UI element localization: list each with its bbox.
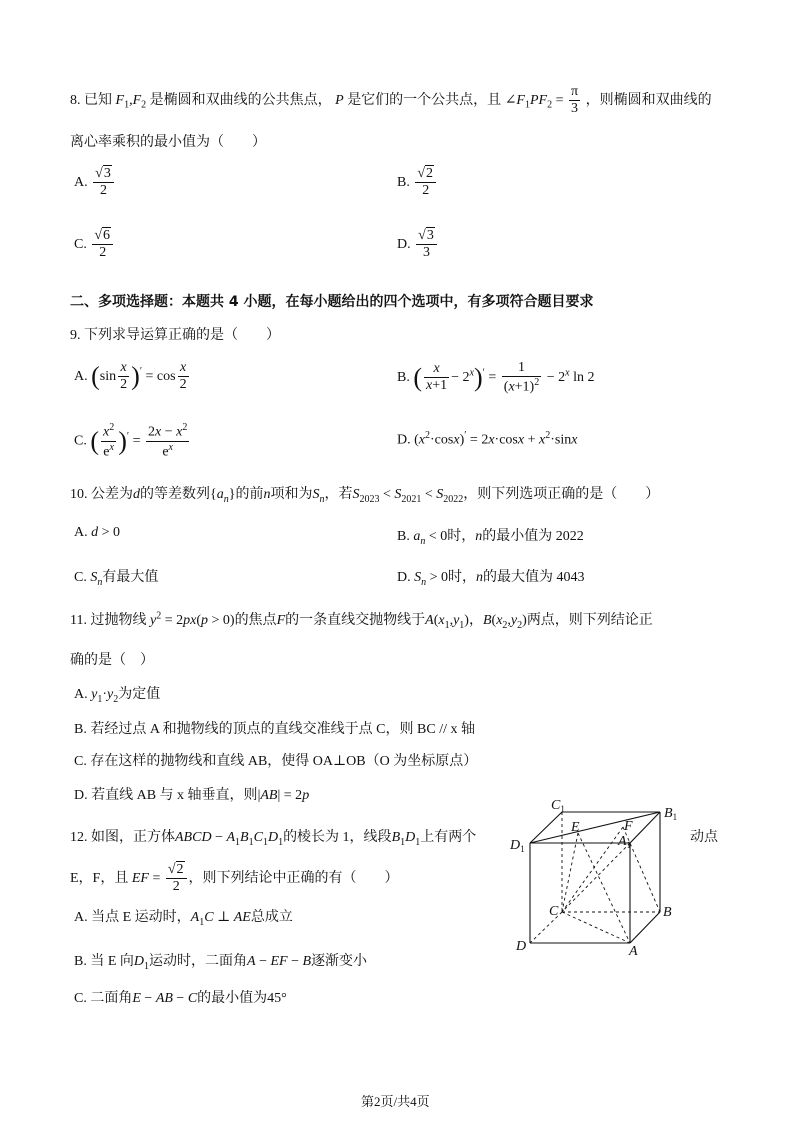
q10-stem: 10. 公差为d的等差数列$\{a_n\}$的前n项和为$S_n$，若$S_{2023} < S_{2021} < S_{2022}$，则下列选项正确的是（ ） — [70, 487, 660, 505]
label-a1: $A_1$ — [618, 834, 632, 850]
line-e-a — [578, 833, 630, 943]
label-d: D — [516, 939, 527, 954]
q12-line1-tail: 动点 — [690, 830, 718, 845]
q11-option-a: A. $y_1\cdot y_2$为定值 — [74, 687, 161, 705]
edge-d1-b1 — [530, 812, 660, 843]
q8-line1: 8. 已知 $F_1,F_2$ 是椭圆和双曲线的公共焦点， P 是它们的一个公共点，且 $\angle F_1PF_2$ = $\frac{\pi}{3}$ ，则椭圆和双曲线的 — [70, 84, 712, 117]
q12-option-c: C. 二面角E − AB − C的最小值为45° — [74, 991, 287, 1006]
q10-option-a: A. d > 0 — [74, 525, 121, 540]
label-a: A — [629, 944, 638, 959]
cube-figure — [508, 795, 688, 960]
label-c: C — [549, 904, 559, 919]
label-e: E — [571, 820, 580, 835]
edge-a-b — [630, 912, 660, 943]
q9-option-a: A. (sin $\frac{x}{2}$ )′ = cos $\frac{x}{2}$ — [74, 360, 187, 393]
q11-stem: 11. 过抛物线 $y^2 = 2px(p > 0)$的焦点F的一条直线交抛物线于$A(x_1,y_1)$，$B(x_2,y_2)$两点，则下列结论正 — [70, 610, 653, 631]
q8-option-d: D. $\frac{√3}{3}$ — [397, 228, 439, 261]
q10-option-d: D. $S_n > 0$时，n的最大值为 4043 — [397, 570, 585, 588]
q8-option-b: B. $\frac{√2}{2}$ — [397, 166, 438, 199]
q9-option-b: B. ( $\frac{x}{x+1}$ − $2^x)'$ = $\frac{1}{(x+1)^2}$ − $2^x$ ln 2 — [397, 360, 595, 395]
q9-option-c: C. ( $\frac{x^2}{e^x}$ )′ = $\frac{2x - x^2}{e^x}$ — [74, 422, 188, 460]
line-c-a — [562, 912, 630, 943]
q8-option-a: A. $\frac{√3}{2}$ — [74, 166, 116, 199]
q10-option-b: B. $a_n < 0$时，n的最小值为 2022 — [397, 529, 584, 547]
line-f-c — [562, 827, 623, 912]
edge-d1-c1 — [530, 812, 562, 843]
q12-line2: E，F，且 EF = $\frac{√2}{2}$ ，则下列结论中正确的有（ ） — [70, 862, 399, 895]
q11-option-d: D. 若直线 AB 与 x 轴垂直，则|AB| = 2p — [74, 788, 310, 803]
q10-option-c: C. $S_n$有最大值 — [74, 570, 159, 588]
edge-b1-a1 — [630, 812, 660, 843]
q12-line1: 12. 如图，正方体ABCD − $A_1B_1C_1D_1$的棱长为 1，线段$B_1D_1$上有两个 — [70, 830, 477, 848]
q9-option-d: D. $(x^2\cdot\cos x)' = 2x\cdot\cos x + x^2\cdot\sin x$ — [397, 430, 578, 448]
q8-line2: 离心率乘积的最小值为（ ） — [70, 135, 266, 150]
label-c1: $C_1$ — [551, 798, 565, 814]
q12-option-a: A. 当点 E 运动时，$A_1C$ ⊥ AE总成立 — [74, 910, 293, 928]
label-b: B — [663, 905, 672, 920]
q11-option-c: C. 存在这样的抛物线和直线 AB，使得 OA⊥OB（O 为坐标原点） — [74, 754, 478, 769]
line-a1-c — [562, 843, 630, 912]
label-d1: $D_1$ — [510, 838, 525, 854]
q11-line2: 确的是（ ） — [70, 653, 154, 668]
label-f: F — [624, 819, 633, 834]
q8-option-c: C. $\frac{√6}{2}$ — [74, 228, 115, 261]
q11-option-b: B. 若经过点 A 和抛物线的顶点的直线交准线于点 C，则 BC // x 轴 — [74, 722, 475, 737]
q12-option-b: B. 当 E 向$D_1$运动时，二面角A − EF − B逐渐变小 — [74, 954, 368, 972]
section-2-heading: 二、多项选择题：本题共 4 小题，在每小题给出的四个选项中，有多项符合题目要求 — [70, 294, 594, 310]
label-b1: $B_1$ — [664, 806, 678, 822]
q9-stem: 9. 下列求导运算正确的是（ ） — [70, 328, 280, 343]
page-footer: 第2页/共4页 — [361, 1094, 430, 1109]
